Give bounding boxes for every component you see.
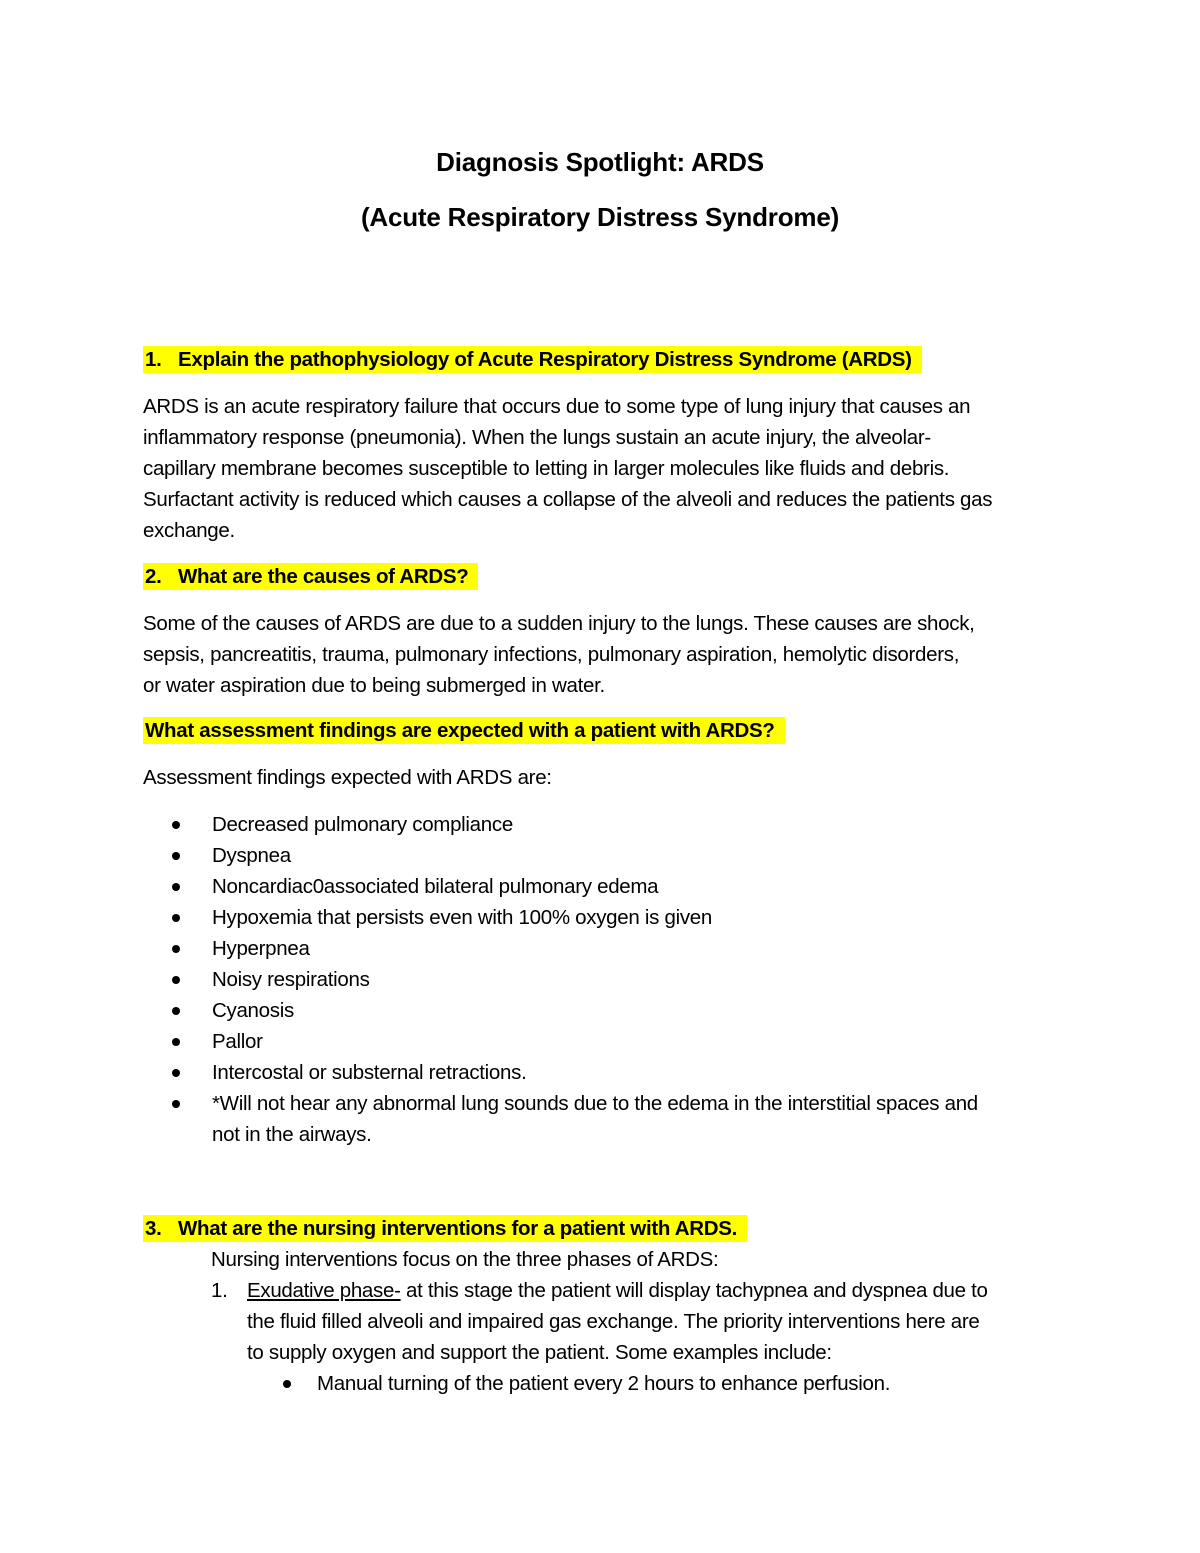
phase-1-line: to supply oxygen and support the patient. Some examples include: <box>247 1341 832 1364</box>
bullet-icon <box>172 821 180 829</box>
answer-line: capillary membrane becomes susceptible to letting in larger molecules like fluids and debris. <box>143 457 950 480</box>
answer-line: exchange. <box>143 519 235 542</box>
question-3-heading <box>143 1213 747 1244</box>
question-2-number: 2. <box>145 565 162 588</box>
question-2-text: What are the causes of ARDS? <box>178 565 469 588</box>
list-item: Hypoxemia that persists even with 100% oxygen is given <box>172 902 978 933</box>
bullet-icon <box>172 1038 180 1046</box>
question-1-text: Explain the pathophysiology of Acute Respiratory Distress Syndrome (ARDS) <box>178 348 912 371</box>
bullet-icon <box>283 1380 291 1388</box>
list-item: Decreased pulmonary compliance <box>172 809 978 840</box>
question-1-heading <box>143 344 922 375</box>
question-2-answer <box>143 608 1073 701</box>
phase-1-term: Exudative phase- <box>247 1279 401 1302</box>
question-3-number: 3. <box>145 1217 162 1240</box>
bullet-icon <box>172 1100 180 1108</box>
bullet-icon <box>172 883 180 891</box>
question-3-intro: Nursing interventions focus on the three phases of ARDS: <box>211 1248 719 1271</box>
answer-line: inflammatory response (pneumonia). When the lungs sustain an acute injury, the alveolar- <box>143 426 931 449</box>
list-item: Dyspnea <box>172 840 978 871</box>
question-1-answer <box>143 391 1073 546</box>
list-item: Noncardiac0associated bilateral pulmonary edema <box>172 871 978 902</box>
question-2-heading <box>143 561 478 592</box>
list-item: Noisy respirations <box>172 964 978 995</box>
question-1-number: 1. <box>145 348 162 371</box>
assessment-heading-text: What assessment findings are expected with a patient with ARDS? <box>143 717 785 744</box>
phase-1-line: the fluid filled alveoli and impaired gas exchange. The priority interventions here are <box>247 1310 980 1333</box>
bullet-icon <box>172 976 180 984</box>
phase-1-examples-list <box>283 1368 890 1399</box>
list-item: Intercostal or substernal retractions. <box>172 1057 978 1088</box>
document-title: Diagnosis Spotlight: ARDS <box>436 147 764 177</box>
bullet-icon <box>172 1007 180 1015</box>
answer-line: ARDS is an acute respiratory failure that occurs due to some type of lung injury that causes an <box>143 395 971 418</box>
list-item: Pallor <box>172 1026 978 1057</box>
list-item: Manual turning of the patient every 2 hours to enhance perfusion. <box>283 1368 890 1399</box>
list-item-continuation: not in the airways. <box>212 1123 372 1146</box>
answer-line: sepsis, pancreatitis, trauma, pulmonary infections, pulmonary aspiration, hemolytic disorders, <box>143 643 960 666</box>
list-item: Hyperpnea <box>172 933 978 964</box>
answer-line: Surfactant activity is reduced which causes a collapse of the alveoli and reduces the patients gas <box>143 488 993 511</box>
bullet-icon <box>172 914 180 922</box>
assessment-intro: Assessment findings expected with ARDS are: <box>143 766 552 789</box>
assessment-heading <box>143 715 785 746</box>
answer-line: Some of the causes of ARDS are due to a sudden injury to the lungs. These causes are shock, <box>143 612 975 635</box>
list-item: Cyanosis <box>172 995 978 1026</box>
phase-1-text: at this stage the patient will display tachypnea and dyspnea due to <box>400 1279 988 1302</box>
answer-line: or water aspiration due to being submerged in water. <box>143 674 605 697</box>
question-3-text: What are the nursing interventions for a patient with ARDS. <box>178 1217 738 1240</box>
phase-1-number: 1. <box>211 1279 228 1302</box>
phase-1-line <box>211 1275 988 1306</box>
bullet-icon <box>172 852 180 860</box>
document-subtitle: (Acute Respiratory Distress Syndrome) <box>360 202 840 232</box>
bullet-icon <box>172 945 180 953</box>
list-item: *Will not hear any abnormal lung sounds due to the edema in the interstitial spaces and <box>172 1088 978 1119</box>
assessment-findings-list <box>172 809 978 1150</box>
bullet-icon <box>172 1069 180 1077</box>
